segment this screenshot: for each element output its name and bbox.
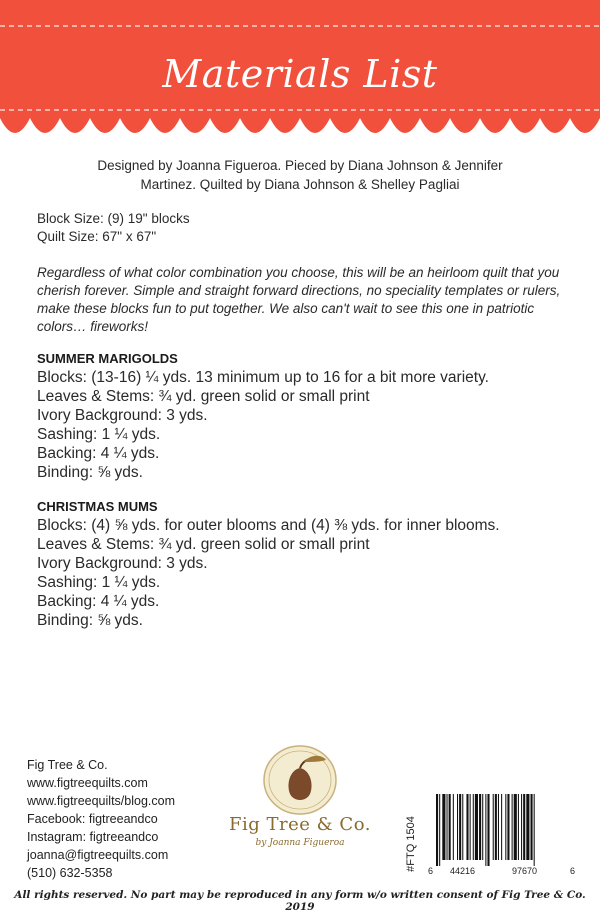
instagram-handle: Instagram: figtreeandco bbox=[27, 830, 159, 844]
material-line: Binding: ⅝ yds. bbox=[37, 612, 143, 629]
barcode-digit-group: 6 bbox=[570, 866, 576, 876]
section-summer-marigolds bbox=[37, 351, 577, 482]
barcode bbox=[428, 794, 578, 880]
barcode-digit-group: 97670 bbox=[512, 866, 538, 876]
material-line: Blocks: (13-16) ¼ yds. 13 minimum up to 16 for a bit more variety. bbox=[37, 369, 489, 386]
material-line: Binding: ⅝ yds. bbox=[37, 464, 143, 481]
barcode-digits bbox=[428, 866, 578, 878]
copyright-footer: All rights reserved. No part may be reproduced in any form w/o written consent of Fig Tree & Co. 2019 bbox=[14, 889, 586, 913]
logo-name: Fig Tree & Co. bbox=[229, 814, 371, 835]
section-christmas-mums bbox=[37, 499, 577, 630]
section-heading: CHRISTMAS MUMS bbox=[37, 499, 158, 514]
material-line: Leaves & Stems: ¾ yd. green solid or small print bbox=[37, 536, 370, 553]
material-line: Sashing: 1 ¼ yds. bbox=[37, 574, 161, 591]
email-link[interactable]: joanna@figtreequilts.com bbox=[27, 848, 169, 862]
material-line: Sashing: 1 ¼ yds. bbox=[37, 426, 161, 443]
page-title: Materials List bbox=[162, 52, 438, 96]
website-link[interactable]: www.figtreequilts.com bbox=[27, 776, 148, 790]
material-line: Blocks: (4) ⅝ yds. for outer blooms and (4) ⅜ yds. for inner blooms. bbox=[37, 517, 500, 534]
facebook-handle: Facebook: figtreeandco bbox=[27, 812, 158, 826]
quilt-sizes bbox=[37, 210, 190, 246]
fig-tree-logo bbox=[200, 740, 400, 860]
sku-text: #FTQ 1504 bbox=[405, 816, 417, 872]
intro-paragraph: Regardless of what color combination you choose, this will be an heirloom quilt that you cherish forever. Simple and straight forward directions, no speciality templates or rulers, make these blocks fun to put together. We also can't wait to see this one in patriotic colors… fireworks! bbox=[37, 265, 561, 334]
credits-line: Martinez. Quilted by Diana Johnson & Shelley Pagliai bbox=[140, 177, 460, 192]
credits-line: Designed by Joanna Figueroa. Pieced by Diana Johnson & Jennifer bbox=[97, 158, 503, 173]
quilt-size: Quilt Size: 67" x 67" bbox=[37, 229, 157, 244]
section-heading: SUMMER MARIGOLDS bbox=[37, 351, 178, 366]
header-banner bbox=[0, 0, 600, 150]
fig-icon bbox=[200, 740, 400, 816]
barcode-digit-group: 6 bbox=[428, 866, 434, 876]
blog-link[interactable]: www.figtreequilts/blog.com bbox=[27, 794, 175, 808]
material-line: Backing: 4 ¼ yds. bbox=[37, 593, 160, 610]
company-name: Fig Tree & Co. bbox=[27, 758, 108, 772]
block-size: Block Size: (9) 19" blocks bbox=[37, 211, 190, 226]
barcode-bars bbox=[428, 794, 578, 866]
material-line: Backing: 4 ¼ yds. bbox=[37, 445, 160, 462]
barcode-digit-group: 44216 bbox=[450, 866, 476, 876]
material-line: Leaves & Stems: ¾ yd. green solid or small print bbox=[37, 388, 370, 405]
material-line: Ivory Background: 3 yds. bbox=[37, 555, 208, 572]
logo-tagline: by Joanna Figueroa bbox=[255, 838, 345, 848]
credits bbox=[60, 156, 540, 194]
material-line: Ivory Background: 3 yds. bbox=[37, 407, 208, 424]
phone-number: (510) 632-5358 bbox=[27, 866, 113, 880]
sku-label bbox=[403, 810, 419, 880]
contact-info bbox=[27, 756, 175, 882]
